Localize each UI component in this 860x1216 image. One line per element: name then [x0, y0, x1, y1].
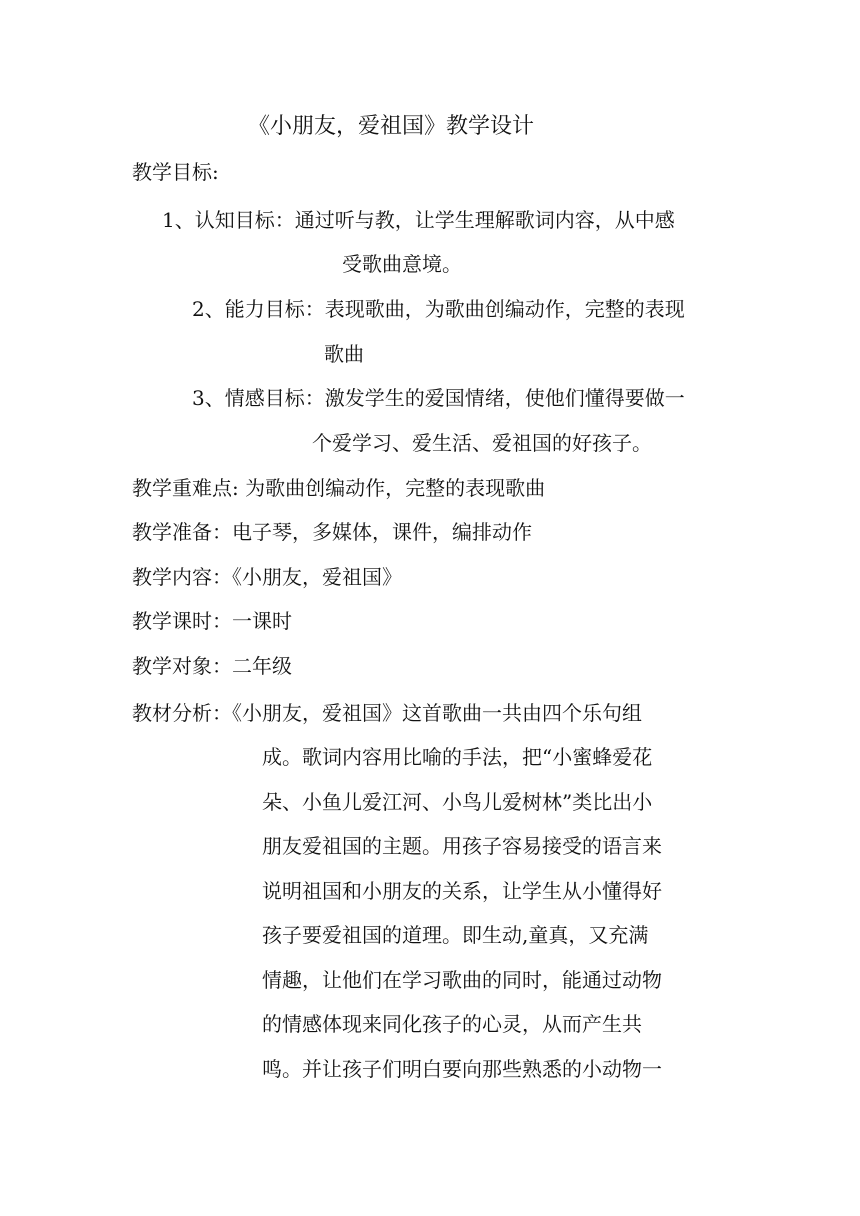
key-points: 教学重难点: 为歌曲创编动作，完整的表现歌曲	[132, 476, 546, 500]
objectives-heading: 教学目标:	[132, 160, 219, 184]
analysis-line: 的情感体现来同化孩子的心灵，从而产生共	[262, 1012, 642, 1036]
objective-2-line-1: 2、能力目标：表现歌曲，为歌曲创编动作，完整的表现	[192, 297, 685, 321]
analysis-line: 情趣，让他们在学习歌曲的同时，能通过动物	[262, 968, 662, 992]
objective-3-line-2: 个爱学习、爱生活、爱祖国的好孩子。	[312, 431, 652, 455]
objective-3-line-1: 3、情感目标：激发学生的爱国情绪，使他们懂得要做一	[192, 386, 685, 410]
objective-2-line-2: 歌曲	[324, 342, 364, 366]
analysis-line: 孩子要爱祖国的道理。即生动,童真，又充满	[262, 923, 649, 947]
analysis-first-line: 教材分析：《小朋友，爱祖国》这首歌曲一共由四个乐句组	[132, 701, 642, 725]
teaching-preparation: 教学准备：电子琴，多媒体，课件，编排动作	[132, 520, 532, 544]
teaching-content: 教学内容：《小朋友，爱祖国》	[132, 565, 402, 589]
analysis-line: 朵、小鱼儿爱江河、小鸟儿爱树林”类比出小	[262, 790, 653, 814]
analysis-line: 成。歌词内容用比喻的手法，把“小蜜蜂爱花	[262, 745, 653, 769]
analysis-line: 鸣。并让孩子们明白要向那些熟悉的小动物一	[262, 1057, 662, 1081]
teaching-audience: 教学对象：二年级	[132, 654, 292, 678]
objective-1-line-1: 1、认知目标：通过听与教，让学生理解歌词内容，从中感	[162, 208, 675, 232]
analysis-line: 说明祖国和小朋友的关系，让学生从小懂得好	[262, 879, 662, 903]
objective-1-line-2: 受歌曲意境。	[342, 252, 462, 276]
document-title: 《小朋友，爱祖国》教学设计	[248, 114, 535, 139]
analysis-line: 朋友爱祖国的主题。用孩子容易接受的语言来	[262, 834, 662, 858]
teaching-duration: 教学课时：一课时	[132, 609, 292, 633]
